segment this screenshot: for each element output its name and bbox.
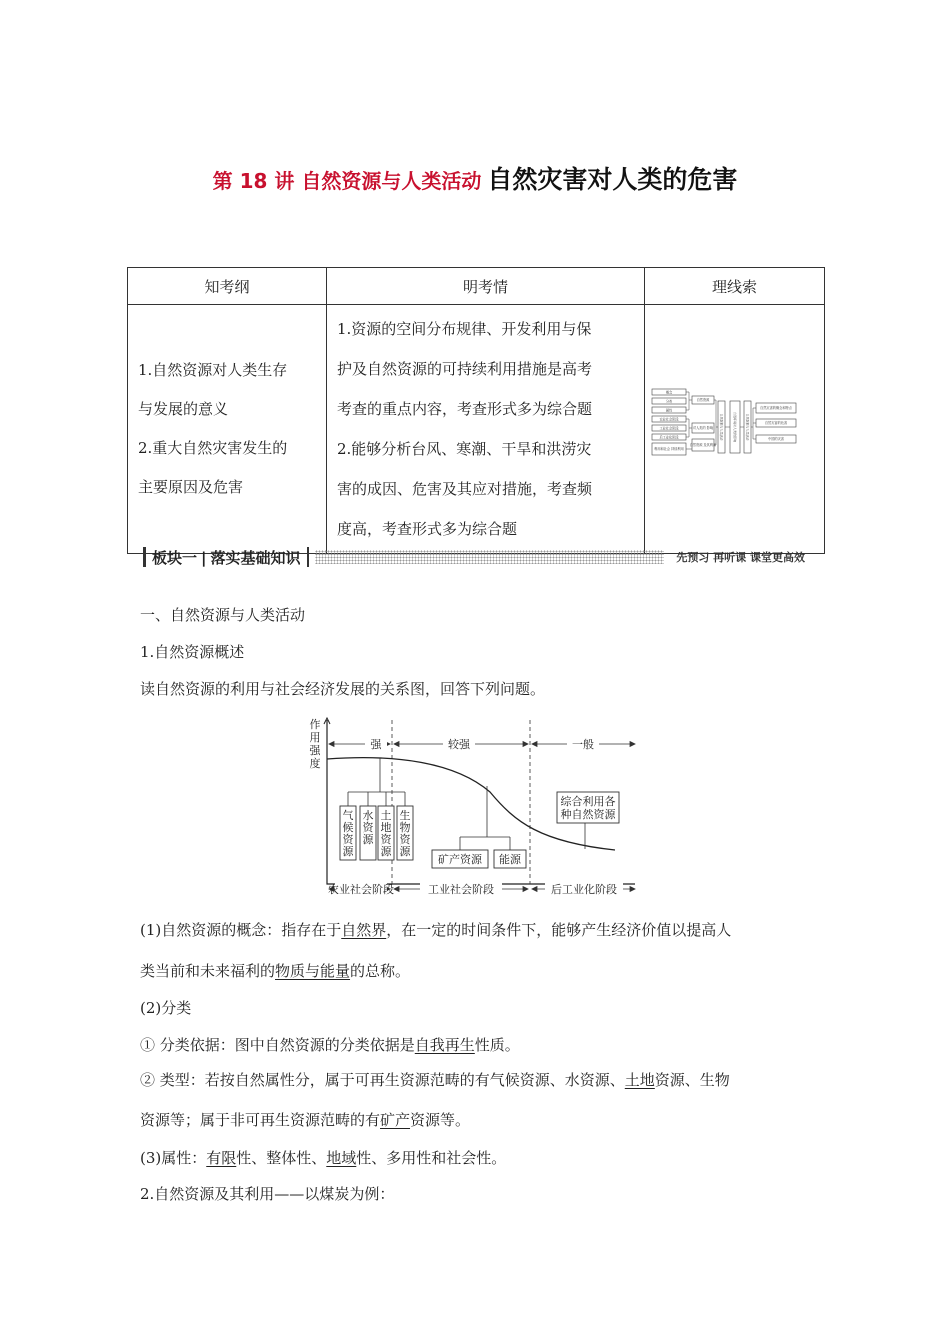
integrated-use-label: 综合利用各 [560, 795, 616, 808]
svg-text:种自然资源: 种自然资源 [560, 808, 616, 821]
svg-text:资: 资 [362, 821, 374, 834]
answer-underlined: 自然界 [341, 921, 387, 939]
resource-climate: 气 [342, 809, 354, 822]
phase-label-top: 一般 [572, 738, 594, 751]
banner-tagline: 先预习 再听课 课堂更高效 [676, 551, 805, 564]
table-body-row [128, 305, 825, 554]
header-exam-trend: 明考情 [327, 268, 645, 305]
answer-underlined: 物质与能量 [275, 962, 351, 980]
header-clues: 理线索 [645, 268, 825, 305]
answer-underlined: 土地 [624, 1071, 655, 1089]
mindmap-node: 自然资源与人类活动 [719, 413, 723, 441]
resource-energy: 能源 [499, 853, 521, 866]
banner-dots [315, 550, 665, 564]
mindmap-node: 概念 [665, 390, 672, 395]
svg-text:候: 候 [342, 821, 354, 834]
mindmap-node: 自然资源 及其利用 [689, 443, 716, 447]
mindmap-node: 后工业化阶段 [658, 435, 679, 440]
mindmap-node: 自然环境对人类的影响 [732, 411, 737, 443]
svg-text:源: 源 [399, 845, 411, 858]
svg-text:源: 源 [362, 833, 374, 846]
answer-underlined: 矿产 [380, 1111, 411, 1129]
syllabus-line: 1.自然资源对人类生存 [138, 361, 288, 379]
title-lecture: 第 18 讲 自然资源与人类活动 [212, 169, 482, 193]
answer-underlined: 地域 [326, 1149, 357, 1167]
syllabus-line: 主要原因及危害 [138, 478, 244, 496]
svg-text:源: 源 [380, 845, 392, 858]
trend-line: 1.资源的空间分布规律、开发利用与保 [337, 320, 592, 338]
paragraph-basis: ① 分类依据：图中自然资源的分类依据是自我再生性质。 [140, 1036, 520, 1054]
mindmap-node: 自然灾害的危害 [764, 421, 787, 425]
phase-label-bottom: 工业社会阶段 [428, 883, 494, 896]
mindmap-node: 属性 [665, 408, 672, 413]
resource-development-diagram [305, 712, 655, 902]
paragraph-concept-2: 类当前和未来福利的物质与能量的总称。 [140, 962, 411, 980]
paragraph-concept-1: (1)自然资源的概念：指存在于自然界，在一定的时间条件下，能够产生经济价值以提高人 [140, 921, 732, 939]
trend-line: 害的成因、危害及其应对措施，考查频 [337, 480, 593, 498]
subsection-heading-2: 2.自然资源及其利用——以煤炭为例： [140, 1185, 395, 1203]
paragraph-classification: (2)分类 [140, 999, 192, 1017]
section-banner [143, 545, 811, 569]
mindmap-node: 对人类的 影响 [692, 426, 713, 430]
resource-mineral: 矿产资源 [438, 853, 482, 866]
mindmap-node: 分类 [665, 399, 672, 404]
mindmap-node: 自然灾害的概念和特点 [759, 406, 792, 410]
exam-trend-cell [327, 305, 645, 554]
svg-text:地: 地 [380, 821, 392, 834]
svg-text:资: 资 [342, 833, 354, 846]
mindmap-node: 自然资源 [696, 398, 709, 402]
resource-water: 水 [362, 809, 374, 822]
trend-line: 2.能够分析台风、寒潮、干旱和洪涝灾 [337, 440, 592, 458]
trend-line: 度高，考查形式多为综合题 [337, 520, 518, 538]
mindmap-node: 农业社会阶段 [658, 417, 679, 422]
mindmap-node: 工业社会阶段 [658, 426, 679, 431]
svg-text:度: 度 [309, 757, 321, 770]
resource-land: 土 [380, 809, 392, 822]
svg-text:物: 物 [399, 821, 411, 834]
answer-underlined: 自我再生 [414, 1036, 475, 1054]
svg-text:强: 强 [309, 744, 321, 757]
mind-map-thumbnail [650, 387, 820, 467]
subsection-heading: 1.自然资源概述 [140, 643, 245, 661]
syllabus-line: 2.重大自然灾害发生的 [138, 439, 288, 457]
svg-text:源: 源 [342, 845, 354, 858]
clues-cell [645, 305, 825, 554]
table-header-row [128, 268, 825, 305]
phase-label-bottom: 农业社会阶段 [328, 883, 394, 896]
instruction-text: 读自然资源的利用与社会经济发展的关系图，回答下列问题。 [140, 680, 546, 698]
phase-label-top: 较强 [448, 738, 470, 751]
y-axis-label: 作 [309, 718, 321, 731]
phase-label-top: 强 [370, 738, 382, 751]
paragraph-types-2: 资源等；属于非可再生资源范畴的有矿产资源等。 [140, 1111, 471, 1129]
mindmap-node: 利用和社会 持续利用 [653, 447, 684, 451]
mindmap-node: 自然资源与人类活动 [745, 413, 749, 441]
svg-text:资: 资 [399, 833, 411, 846]
title-topic: 自然灾害对人类的危害 [487, 165, 738, 194]
svg-text:资: 资 [380, 833, 392, 846]
banner-label: 板块一 | 落实基础知识 [152, 548, 301, 567]
svg-text:用: 用 [309, 731, 321, 744]
trend-line: 考查的重点内容，考查形式多为综合题 [337, 400, 593, 418]
trend-line: 护及自然资源的可持续利用措施是高考 [337, 360, 593, 378]
mindmap-node: 中国的灾害 [767, 437, 784, 441]
paragraph-attributes: (3)属性：有限性、整体性、地域性、多用性和社会性。 [140, 1149, 507, 1167]
page-title [0, 160, 950, 196]
paragraph-types-1: ② 类型：若按自然属性分，属于可再生资源范畴的有气候资源、水资源、土地资源、生物 [140, 1071, 730, 1089]
syllabus-cell [128, 305, 327, 554]
header-syllabus: 知考纲 [128, 268, 327, 305]
syllabus-line: 与发展的意义 [138, 400, 229, 418]
exam-outline-table [127, 267, 825, 554]
answer-underlined: 有限 [206, 1149, 237, 1167]
resource-biological: 生 [399, 809, 411, 822]
section-heading: 一、自然资源与人类活动 [140, 606, 306, 624]
phase-label-bottom: 后工业化阶段 [551, 883, 617, 896]
